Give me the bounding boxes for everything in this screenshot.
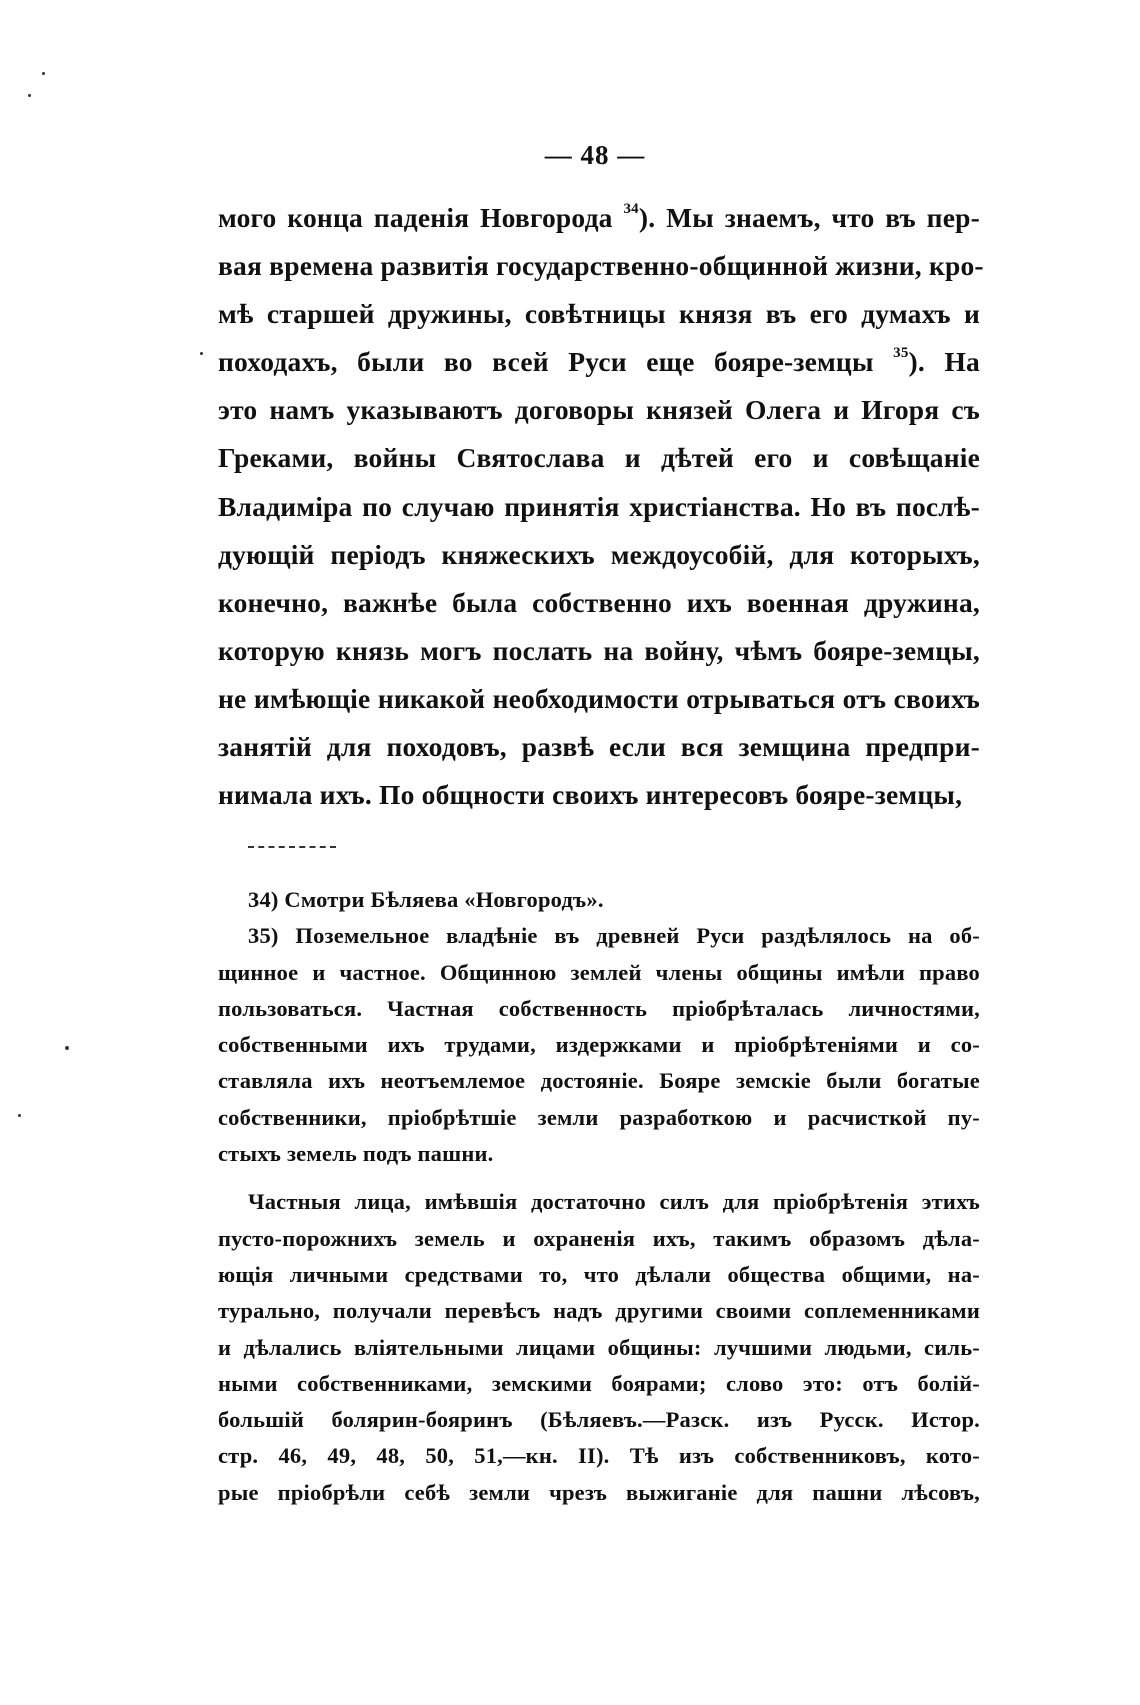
footnote-35-line-6: собственники, пріобрѣтшіе земли разработкою и расчисткой пу- (218, 1104, 980, 1130)
footnote-34: 34) Смотри Бѣляева «Новгородъ». (248, 887, 604, 912)
main-line-6: Греками, войны Святослава и дѣтей его и совѣщаніе (218, 442, 980, 474)
main-line-10: которую князь могъ послать на войну, чѣмъ бояре-земцы, (218, 634, 980, 666)
footnote-para-line-7: большій болярин-бояринъ (Бѣляевъ.—Разск. изъ Русск. Истор. (218, 1407, 980, 1433)
footnote-para-line-3: ющія личными средствами то, что дѣлали общества общими, на- (218, 1261, 980, 1287)
main-line-3: мѣ старшей дружины, совѣтницы князя въ его думахъ и (218, 298, 980, 330)
footnote-35-line-1: 35) Поземельное владѣніе въ древней Руси раздѣлялось на об- (248, 923, 980, 949)
footnote-para-line-2: пусто-порожнихъ земель и охраненія ихъ, такимъ образомъ дѣла- (218, 1225, 980, 1251)
main-line-9: конечно, важнѣе была собственно ихъ военная дружина, (218, 586, 980, 618)
paragraph-gap (218, 1172, 980, 1184)
footnote-ref-35[interactable]: 35 (893, 345, 909, 362)
footnote-ref-34[interactable]: 34 (623, 201, 639, 217)
main-text (218, 194, 984, 819)
footnote-35-line-5: ставляла ихъ неотъемлемое достояніе. Бояре земскіе были богатые (218, 1068, 980, 1094)
footnote-para-line-8: стр. 46, 49, 48, 50, 51,—кн. II). Тѣ изъ собственниковъ, кото- (218, 1443, 980, 1469)
scan-speck (65, 1046, 69, 1050)
scan-speck (18, 1114, 21, 1117)
footnote-para-line-9: рые пріобрѣли себѣ земли чрезъ выжиганіе для пашни лѣсовъ, (218, 1479, 980, 1505)
footnote-35-line-2: щинное и частное. Общинною землей члены общины имѣли право (218, 959, 980, 985)
main-line-13: нимала ихъ. По общности своихъ интересовъ бояре-земцы, (218, 779, 963, 811)
main-line-8: дующій періодъ княжескихъ междоусобій, для которыхъ, (218, 538, 980, 570)
main-line-5: это намъ указываютъ договоры князей Олега и Игоря съ (218, 394, 980, 426)
main-line-1: мого конца паденія Новгорода $^{34}$). Мы знаемъ, что въ пер- (218, 201, 980, 233)
page-number: — 48 — (544, 140, 646, 170)
footnote-para-line-4: турально, получали перевѣсъ надъ другими своими соплеменниками (218, 1298, 980, 1324)
footnote-35-line-3: пользоваться. Частная собственность пріобрѣталась личностями, (218, 995, 980, 1021)
footnote-35-line-7: стыхъ земель подъ пашни. (218, 1141, 494, 1167)
main-line-7: Владиміра по случаю принятія христіанства. Но въ послѣ- (218, 490, 980, 522)
scan-speck (200, 352, 203, 355)
footnote-separator (248, 846, 336, 848)
main-line-11: не имѣющіе никакой необходимости отрываться отъ своихъ (218, 682, 980, 714)
footnote-35-line-4: собственными ихъ трудами, издержками и пріобрѣтеніями и со- (218, 1032, 980, 1058)
footnote-para-line-5: и дѣлались вліятельными лицами общины: лучшими людьми, силь- (218, 1334, 980, 1360)
scan-speck (42, 72, 45, 75)
main-line-4: походахъ, были во всей Руси еще бояре-земцы $^{35}$). На (218, 345, 980, 378)
footnotes (218, 882, 980, 1511)
scan-speck (28, 94, 31, 97)
main-line-12: занятій для походовъ, развѣ если вся земщина предпри- (218, 731, 980, 763)
footnote-para-line-1: Частныя лица, имѣвшія достаточно силъ для пріобрѣтенія этихъ (248, 1189, 980, 1215)
footnote-para-line-6: ными собственниками, земскими боярами; слово это: отъ болій- (218, 1370, 980, 1396)
main-line-2: вая времена развитія государственно-общинной жизни, кро- (218, 250, 984, 282)
